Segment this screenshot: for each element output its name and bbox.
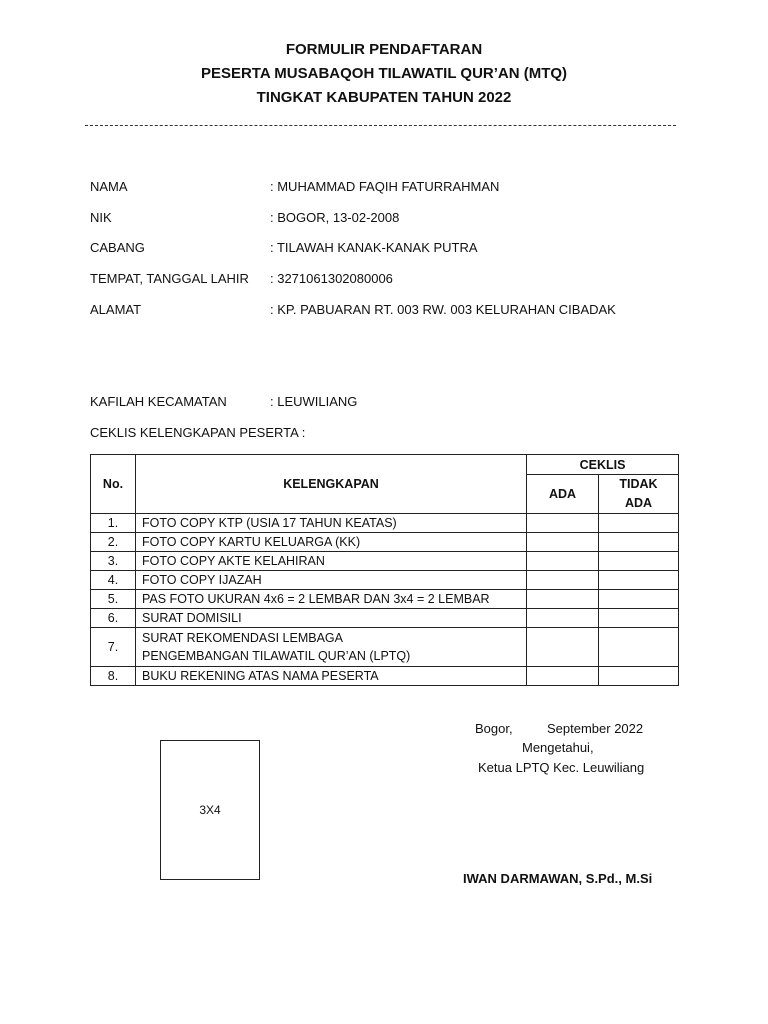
tidak-ada-cell[interactable] [599,590,679,609]
field-value: : BOGOR, 13-02-2008 [270,210,400,225]
field-value: : LEUWILIANG [270,394,358,409]
header-no: No. [91,455,136,514]
field-label: NIK [90,210,112,225]
table-row [91,533,679,552]
row-number: 5. [91,590,136,609]
field-value: : KP. PABUARAN RT. 003 RW. 003 KELURAHAN CIBADAK [270,302,616,317]
ada-cell[interactable] [527,533,599,552]
header-ada: ADA [527,475,599,514]
table-row [91,609,679,628]
row-item: FOTO COPY KARTU KELUARGA (KK) [136,533,527,552]
field-value: : 3271061302080006 [270,271,393,286]
checklist-table [90,454,679,686]
field-value: : MUHAMMAD FAQIH FATURRAHMAN [270,179,500,194]
tidak-ada-cell[interactable] [599,514,679,533]
row-item: BUKU REKENING ATAS NAMA PESERTA [136,667,527,686]
row-number: 4. [91,571,136,590]
photo-label: 3X4 [199,803,221,817]
row-number: 8. [91,667,136,686]
row-item: FOTO COPY AKTE KELAHIRAN [136,552,527,571]
field-label: NAMA [90,179,128,194]
ada-cell[interactable] [527,590,599,609]
tidak-ada-cell[interactable] [599,628,679,667]
title-line-1: FORMULIR PENDAFTARAN [285,41,483,58]
signature-acknowledged: Mengetahui, [522,740,594,755]
form-title [0,38,768,110]
row-number: 3. [91,552,136,571]
signature-position: Ketua LPTQ Kec. Leuwiliang [478,760,645,775]
row-number: 6. [91,609,136,628]
signature-place: Bogor, [475,721,513,736]
field-value: : TILAWAH KANAK-KANAK PUTRA [270,240,478,255]
field-label: KAFILAH KECAMATAN [90,394,227,409]
row-item: FOTO COPY IJAZAH [136,571,527,590]
header-kelengkapan: KELENGKAPAN [136,455,527,514]
field-label: TEMPAT, TANGGAL LAHIR [90,271,249,286]
ada-cell[interactable] [527,628,599,667]
row-item: FOTO COPY KTP (USIA 17 TAHUN KEATAS) [136,514,527,533]
ada-cell[interactable] [527,609,599,628]
header-ceklis: CEKLIS [527,455,679,475]
header-tidak-ada: TIDAK ADA [599,475,679,514]
row-item: PAS FOTO UKURAN 4x6 = 2 LEMBAR DAN 3x4 = 2 LEMBAR [136,590,527,609]
row-number: 7. [91,628,136,667]
table-row [91,590,679,609]
row-item: SURAT REKOMENDASI LEMBAGA PENGEMBANGAN TILAWATIL QUR’AN (LPTQ) [136,628,527,667]
table-row [91,552,679,571]
ada-cell[interactable] [527,667,599,686]
signatory-name: IWAN DARMAWAN, S.Pd., M.Si [463,871,653,886]
checklist-title: CEKLIS KELENGKAPAN PESERTA : [90,425,306,440]
tidak-ada-cell[interactable] [599,552,679,571]
title-line-2: PESERTA MUSABAQOH TILAWATIL QUR’AN (MTQ) [200,65,568,82]
table-row [91,514,679,533]
tidak-ada-cell[interactable] [599,667,679,686]
table-row [91,667,679,686]
tidak-ada-cell[interactable] [599,533,679,552]
tidak-ada-cell[interactable] [599,571,679,590]
signature-date: September 2022 [547,721,644,736]
row-number: 1. [91,514,136,533]
title-line-3: TINGKAT KABUPATEN TAHUN 2022 [256,89,512,106]
tidak-ada-cell[interactable] [599,609,679,628]
dashed-divider [85,125,676,126]
ada-cell[interactable] [527,552,599,571]
field-label: CABANG [90,240,145,255]
photo-placeholder [160,740,260,880]
field-label: ALAMAT [90,302,142,317]
table-row [91,571,679,590]
table-row [91,628,679,667]
row-number: 2. [91,533,136,552]
ada-cell[interactable] [527,571,599,590]
ada-cell[interactable] [527,514,599,533]
row-item: SURAT DOMISILI [136,609,527,628]
